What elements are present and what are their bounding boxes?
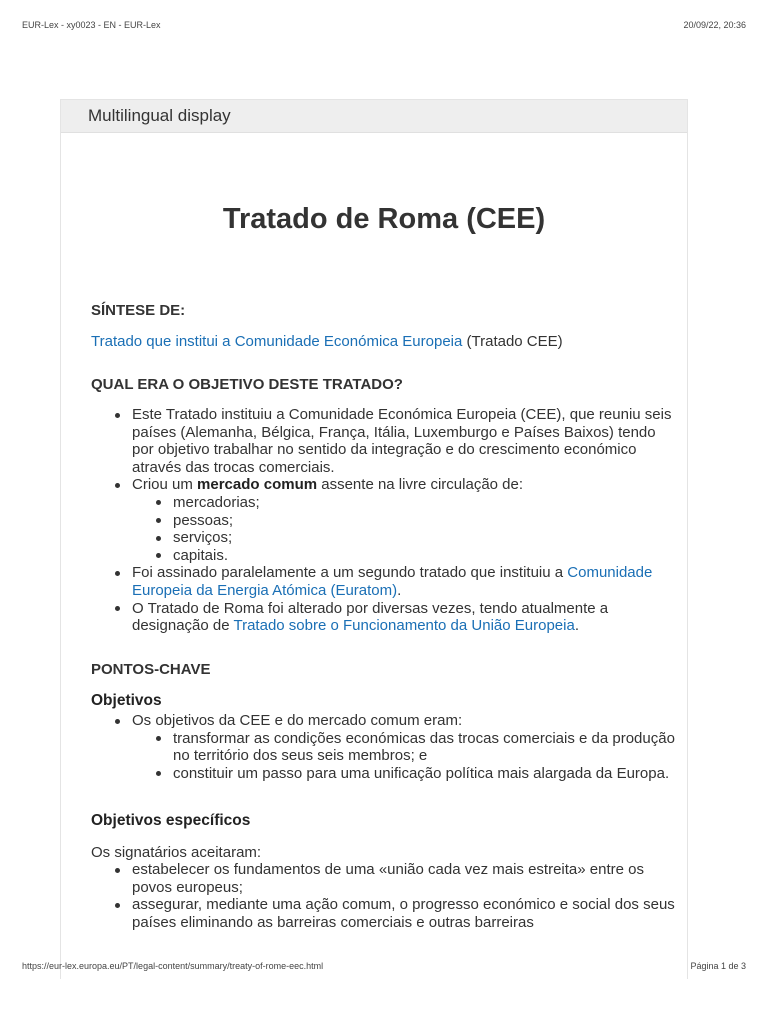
objective-heading: QUAL ERA O OBJETIVO DESTE TRATADO? bbox=[91, 376, 403, 393]
euratom-link[interactable]: Comunidade Europeia da Energia Atómica (Euratom) bbox=[132, 564, 653, 599]
multilingual-panel bbox=[60, 99, 688, 979]
list-item bbox=[91, 861, 681, 896]
item-text: . bbox=[574, 617, 579, 635]
objectives-heading: Objetivos bbox=[91, 692, 162, 709]
summary-line bbox=[91, 333, 563, 351]
specific-objectives-heading: Objetivos específicos bbox=[91, 812, 251, 829]
print-header bbox=[22, 20, 746, 30]
list-item bbox=[132, 529, 681, 547]
list-item-text: capitais. bbox=[173, 546, 229, 564]
print-footer bbox=[22, 961, 746, 971]
list-item-text: estabelecer os fundamentos de uma «união cada vez mais estreita» entre os povos europeus; bbox=[132, 861, 644, 896]
item-text: Foi assinado paralelamente a um segundo tratado que instituiu a bbox=[132, 564, 568, 582]
item-text: Criou um bbox=[132, 476, 198, 494]
list-item bbox=[132, 494, 681, 512]
list-item bbox=[91, 406, 681, 476]
list-item bbox=[91, 712, 681, 782]
list-item bbox=[132, 512, 681, 530]
list-item bbox=[91, 896, 681, 931]
list-item-text: serviços; bbox=[173, 529, 233, 547]
objectives-list bbox=[91, 712, 681, 782]
list-item-text: mercadorias; bbox=[173, 493, 260, 511]
document-title: Tratado de Roma (CEE) bbox=[222, 203, 546, 235]
panel-title: Multilingual display bbox=[88, 106, 231, 125]
key-points-heading: PONTOS-CHAVE bbox=[91, 661, 211, 678]
tfeu-link[interactable]: Tratado sobre o Funcionamento da União Europeia bbox=[233, 617, 575, 635]
objectives-sublist bbox=[132, 730, 681, 783]
summary-link[interactable]: Tratado que institui a Comunidade Económica Europeia bbox=[91, 333, 463, 350]
panel-header bbox=[61, 100, 687, 133]
list-item bbox=[91, 564, 681, 599]
list-item bbox=[132, 765, 681, 783]
summary-heading: SÍNTESE DE: bbox=[91, 302, 186, 319]
item-text: O Tratado de Roma foi alterado por diversas vezes, tendo atualmente a designação de bbox=[132, 599, 609, 635]
print-header-title: EUR-Lex - xy0023 - EN - EUR-Lex bbox=[22, 20, 161, 30]
common-market-term: mercado comum bbox=[197, 476, 318, 494]
free-movement-list bbox=[132, 494, 681, 564]
objectives-item: Os objetivos da CEE e do mercado comum eram: bbox=[132, 712, 463, 729]
objective-list bbox=[91, 406, 681, 635]
list-item-text: assegurar, mediante uma ação comum, o progresso económico e social dos seus países eliminando as barreiras comerciais e outras barreiras bbox=[132, 896, 675, 931]
print-header-datetime: 20/09/22, 20:36 bbox=[683, 20, 746, 30]
list-item-text: transformar as condições económicas das trocas comerciais e da produção no território dos seus seis membros; e bbox=[173, 729, 675, 765]
page-url: https://eur-lex.europa.eu/PT/legal-content/summary/treaty-of-rome-eec.html bbox=[22, 961, 324, 971]
objective-item-3 bbox=[132, 564, 681, 599]
item-text: assente na livre circulação de: bbox=[317, 476, 524, 494]
specific-intro: Os signatários aceitaram: bbox=[91, 844, 262, 861]
item-text: . bbox=[397, 581, 402, 599]
list-item bbox=[132, 547, 681, 565]
objective-item-2 bbox=[132, 476, 681, 494]
summary-suffix: (Tratado CEE) bbox=[462, 333, 563, 350]
objective-item-4 bbox=[132, 600, 681, 635]
page-number: Página 1 de 3 bbox=[690, 961, 746, 971]
list-item-text: constituir um passo para uma unificação política mais alargada da Europa. bbox=[173, 764, 670, 782]
list-item bbox=[91, 476, 681, 564]
specific-list bbox=[91, 861, 681, 931]
list-item bbox=[132, 730, 681, 765]
list-item-text: pessoas; bbox=[173, 511, 234, 529]
list-item bbox=[91, 600, 681, 635]
objective-item-1: Este Tratado instituiu a Comunidade Económica Europeia (CEE), que reuniu seis países (Alemanha, Bélgica, França, Itália, Luxemburgo e Países Baixos) tendo por objetivo trabalhar no sentido da integração e do crescimento económico através das trocas comerciais. bbox=[132, 406, 672, 476]
